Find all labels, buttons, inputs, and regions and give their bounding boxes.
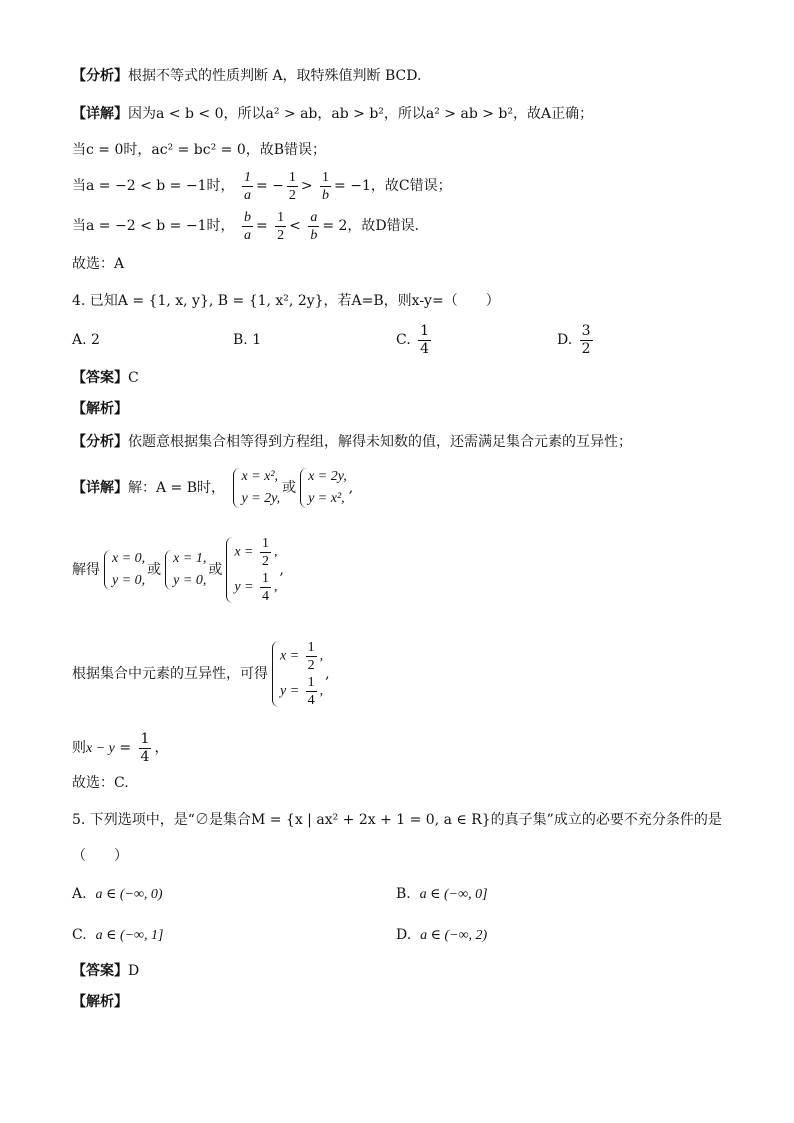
q5-paren: （ ） (72, 848, 128, 864)
p3-choose: 故选：A (72, 256, 125, 272)
frac-result: $\frac{1}{4}$ (140, 730, 150, 765)
q4-stem: 4. 已知A = {1, x, y}, B = {1, x², 2y}，若A=B，则x-y=（ ） (72, 293, 500, 309)
line-c-post: = −1，故C错误； (334, 178, 452, 194)
solution-system-3: x = $\frac{1}{2}$ , y = $\frac{1}{4}$ , (224, 535, 277, 605)
line-d-post: = 2，故D错误. (322, 218, 420, 234)
detail-tag: 【详解】 (72, 480, 128, 496)
option-letter: A. (72, 886, 87, 902)
option-letter: C. (396, 332, 411, 348)
frac-one-quarter: $\frac{1}{4}$ (420, 322, 430, 357)
option-letter: B. (396, 886, 411, 902)
or-text: 或 (208, 562, 223, 578)
answer-value: C (128, 370, 139, 386)
or-text: 或 (282, 480, 297, 496)
solve-pre: 解得 (72, 562, 100, 578)
q5-answer-line (72, 961, 139, 981)
option-text: 1 (252, 332, 262, 348)
option-letter: C. (72, 927, 87, 943)
option-text: a ∈ (−∞, 1] (95, 928, 164, 943)
analysis-text: 根据不等式的性质判断 A，取特殊值判断 BCD. (128, 68, 422, 84)
q4-option-c (396, 322, 434, 358)
analysis-text: 依题意根据集合相等得到方程组，解得未知数的值，还需满足集合元素的互异性； (128, 434, 632, 450)
detail-text: 因为a < b < 0，所以a² > ab，ab > b²，所以a² > ab > b²，故A正确； (128, 106, 594, 122)
equation-system-2: x = 2y, y = x², (298, 466, 347, 510)
q4-option-b (233, 330, 261, 350)
q4-analysis-line (72, 432, 632, 452)
q4-detail-line: 【详解】解：A = B时， x = x², y = 2y, 或 x = 2y, y = x², , (72, 464, 353, 512)
answer-value: D (128, 963, 140, 979)
solution-system-1: x = 0, y = 0, (102, 548, 145, 592)
option-letter: D. (396, 927, 412, 943)
q4-result-line: 则x − y = $\frac{1}{4}$ ， (72, 730, 169, 765)
option-text: 2 (91, 332, 100, 348)
final-system: x = $\frac{1}{2}$ , y = $\frac{1}{4}$ , (270, 639, 323, 709)
frac-1-over-2b: $\frac{1}{2}$ (277, 209, 285, 243)
analysis-tag: 【分析】 (72, 434, 128, 450)
q4-jiexi-tag: 【解析】 (72, 401, 128, 417)
frac-1-over-2: $\frac{1}{2}$ (288, 169, 296, 203)
q5-option-b (396, 884, 488, 905)
answer-tag: 【答案】 (72, 963, 128, 979)
option-text: a ∈ (−∞, 0) (95, 887, 163, 902)
option-text: a ∈ (−∞, 2) (420, 928, 488, 943)
q4-choose: 故选：C. (72, 775, 129, 791)
frac-1-over-a: $\frac{1}{a}$ (243, 169, 251, 203)
q5-option-a (72, 884, 163, 905)
p3-line-b: 当c = 0时，ac² = bc² = 0，故B错误； (72, 142, 327, 158)
frac-three-halves: $\frac{3}{2}$ (581, 322, 591, 357)
p3-analysis-line (72, 66, 421, 86)
q4-solutions-line: 解得 x = 0, y = 0, 或 x = 1, y = 0, 或 x = $\frac{1}{2}$ , y = $\frac{1}{4}$ , , (72, 536, 284, 604)
q4-option-a (72, 330, 100, 350)
q5-jiexi-tag: 【解析】 (72, 994, 128, 1010)
analysis-tag: 【分析】 (72, 68, 128, 84)
distinct-text: 根据集合中元素的互异性，可得 (72, 666, 268, 682)
line-d-pre: 当a = −2 < b = −1时， (72, 218, 235, 234)
p3-detail-line (72, 104, 593, 124)
option-letter: A. (72, 332, 87, 348)
frac-a-over-b: $\frac{a}{b}$ (310, 209, 318, 243)
equation-system-1: x = x², y = 2y, (231, 466, 280, 510)
q5-stem: 5. 下列选项中，是“∅是集合M = {x | ax² + 2x + 1 = 0, a ∈ R}的真子集”成立的必要不充分条件的是 (72, 812, 722, 828)
p3-line-d: 当a = −2 < b = −1时， $\frac{b}{a}$ = $\frac{1}{2}$ < $\frac{a}{b}$ = 2，故D错误. (72, 209, 420, 243)
detail-text: 解：A = B时， (128, 480, 226, 496)
q5-option-d (396, 925, 487, 946)
or-text: 或 (147, 562, 162, 578)
option-letter: B. (233, 332, 248, 348)
frac-1-over-b: $\frac{1}{b}$ (322, 169, 330, 203)
detail-tag: 【详解】 (72, 106, 128, 122)
line-c-pre: 当a = −2 < b = −1时， (72, 178, 235, 194)
q5-option-c (72, 925, 163, 946)
p3-line-c: 当a = −2 < b = −1时， $\frac{1}{a}$ = − $\frac{1}{2}$ > $\frac{1}{b}$ = −1，故C错误； (72, 169, 452, 203)
q4-option-d (557, 322, 596, 358)
q4-answer-line (72, 368, 139, 388)
solution-system-2: x = 1, y = 0, (163, 548, 206, 592)
q4-distinct-line: 根据集合中元素的互异性，可得 x = $\frac{1}{2}$ , y = $\frac{1}{4}$ , , (72, 640, 330, 708)
answer-tag: 【答案】 (72, 370, 128, 386)
option-text: a ∈ (−∞, 0] (419, 887, 488, 902)
option-letter: D. (557, 332, 573, 348)
frac-b-over-a: $\frac{b}{a}$ (243, 209, 251, 243)
